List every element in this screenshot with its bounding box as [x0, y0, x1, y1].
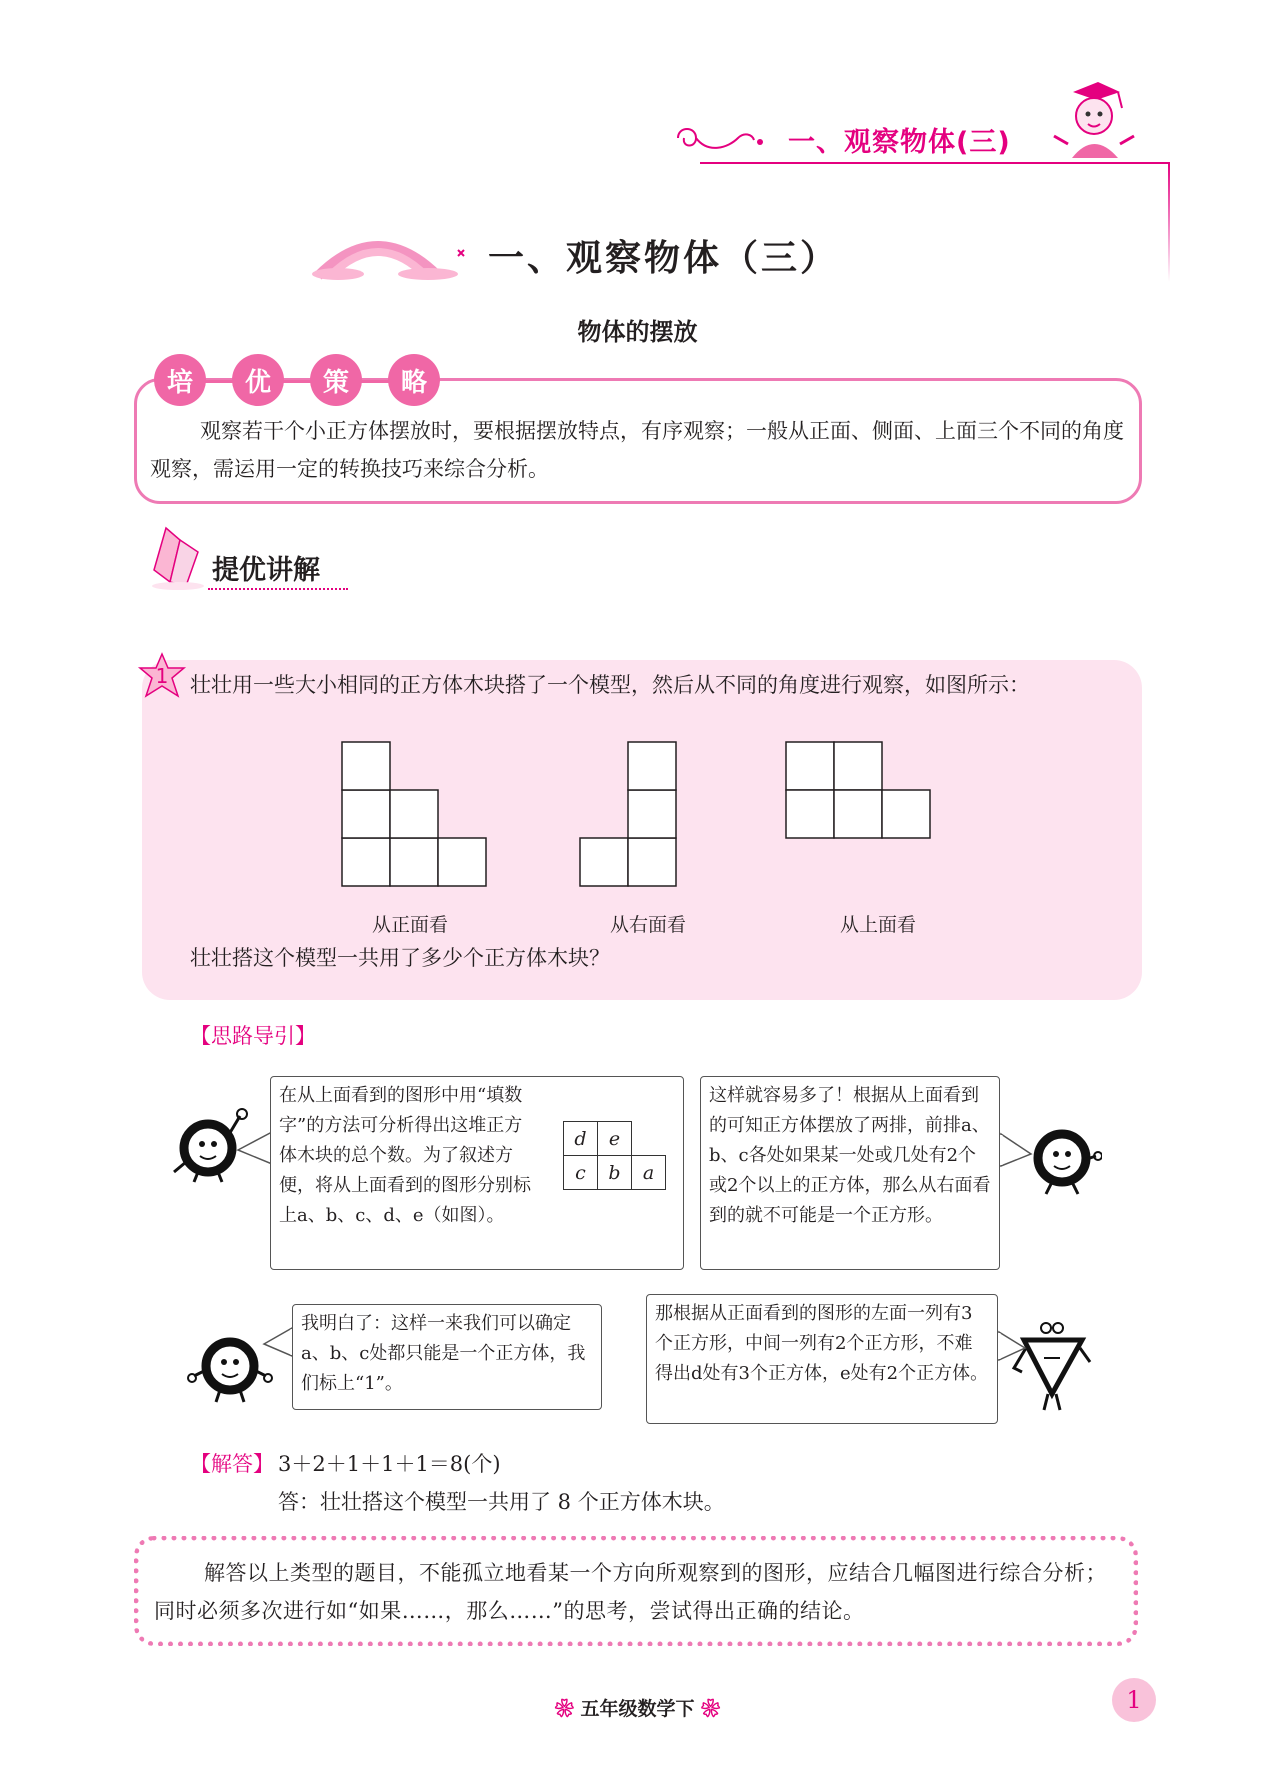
bubble-pointer: [997, 1330, 1027, 1366]
right-view-square: [628, 790, 676, 838]
guide-bubble-2: 这样就容易多了！根据从上面看到的可知正方体摆放了两排，前排a、b、c各处如果某一处或几处有2个或2个以上的正方体，那么从右面看到的就不可能是一个正方形。: [700, 1076, 1000, 1270]
problem-question: 壮壮搭这个模型一共用了多少个正方体木块？: [190, 946, 610, 970]
top-view-square: [786, 742, 834, 790]
footer-book-title: 五年级数学下: [580, 1698, 695, 1720]
front-view-square: [390, 838, 438, 886]
header-vertical-rule: [1168, 162, 1170, 282]
problem-number-badge: [136, 652, 188, 700]
guide-label: 【思路导引】: [190, 1024, 316, 1048]
crystal-icon: [140, 522, 210, 592]
tiyou-title: 提优讲解: [212, 555, 320, 586]
grid-cell-empty: [632, 1122, 666, 1156]
front-view-square: [438, 838, 486, 886]
answer-label: 【解答】: [190, 1452, 274, 1476]
right-view-square: [580, 838, 628, 886]
front-view-square: [342, 790, 390, 838]
problem-text: 壮壮用一些大小相同的正方体木块搭了一个模型，然后从不同的角度进行观察，如图所示：: [190, 673, 1030, 697]
page-number: 1: [1112, 1678, 1156, 1722]
top-view-square: [882, 790, 930, 838]
section-title: 物体的摆放: [577, 318, 698, 346]
top-view-square: [834, 790, 882, 838]
top-view-caption: 从上面看: [840, 914, 917, 936]
grid-cell-d: d: [564, 1122, 598, 1156]
swirl-ornament-icon: [668, 118, 778, 158]
grid-cell-a: a: [632, 1156, 666, 1190]
right-view-square: [628, 742, 676, 790]
bubble-pointer: [262, 1326, 294, 1362]
strategy-text: 观察若干个小正方体摆放时，要根据摆放特点，有序观察；一般从正面、侧面、上面三个不同的角度观察，需运用一定的转换技巧来综合分析。: [150, 419, 1124, 481]
grid-cell-b: b: [598, 1156, 632, 1190]
strategy-tag-1: 培: [154, 354, 206, 406]
right-view-caption: 从右面看: [610, 914, 687, 936]
girl-mascot-icon: [1048, 78, 1138, 160]
top-view-square: [786, 790, 834, 838]
grid-cell-e: e: [598, 1122, 632, 1156]
front-view-square: [342, 838, 390, 886]
guide-bubble-3: 我明白了：这样一来我们可以确定a、b、c处都只能是一个正方体，我们标上“1”。: [292, 1304, 602, 1410]
front-view-caption: 从正面看: [372, 914, 449, 936]
strategy-tag-2: 优: [232, 354, 284, 406]
guide-bubble-1-text: 在从上面看到的图形中用“填数字”的方法可分析得出这堆正方体木块的总个数。为了叙述方便，将从上面看到的图形分别标上a、b、c、d、e（如图）。: [279, 1085, 531, 1226]
top-view-label-grid: [563, 1121, 666, 1190]
right-view-square: [628, 838, 676, 886]
strategy-tag-4: 略: [388, 354, 440, 406]
answer-sentence: 答：壮壮搭这个模型一共用了 8 个正方体木块。: [278, 1490, 725, 1514]
guide-bubble-1: [270, 1076, 684, 1270]
strategy-tag-3: 策: [310, 354, 362, 406]
answer-formula: 3＋2＋1＋1＋1＝8(个): [278, 1452, 501, 1476]
bubble-pointer: [999, 1132, 1033, 1172]
tip-text: 解答以上类型的题目，不能孤立地看某一个方向所观察到的图形，应结合几幅图进行综合分析；同时必须多次进行如“如果……，那么……”的思考，尝试得出正确的结论。: [154, 1561, 1107, 1623]
chapter-title: 一、观察物体（三）: [488, 238, 840, 279]
flower-icon: ❀: [694, 1698, 721, 1720]
front-view-square: [342, 742, 390, 790]
top-view-square: [834, 742, 882, 790]
running-title: 一、观察物体(三): [788, 127, 1011, 158]
bubble-pointer: [236, 1130, 274, 1170]
grid-cell-c: c: [564, 1156, 598, 1190]
header-rule: [700, 162, 1170, 164]
rainbow-cloud-ornament-icon: [308, 220, 478, 280]
flower-icon: ❀: [554, 1698, 581, 1720]
problem-number: 1: [155, 664, 169, 688]
views-figure: [340, 736, 980, 906]
front-view-square: [390, 790, 438, 838]
footer-text: [0, 1694, 1275, 1721]
guide-bubble-4: 那根据从正面看到的图形的左面一列有3个正方形，中间一列有2个正方形，不难得出d处有3个正方体，e处有2个正方体。: [646, 1294, 998, 1424]
tiyou-underline: [208, 586, 348, 590]
